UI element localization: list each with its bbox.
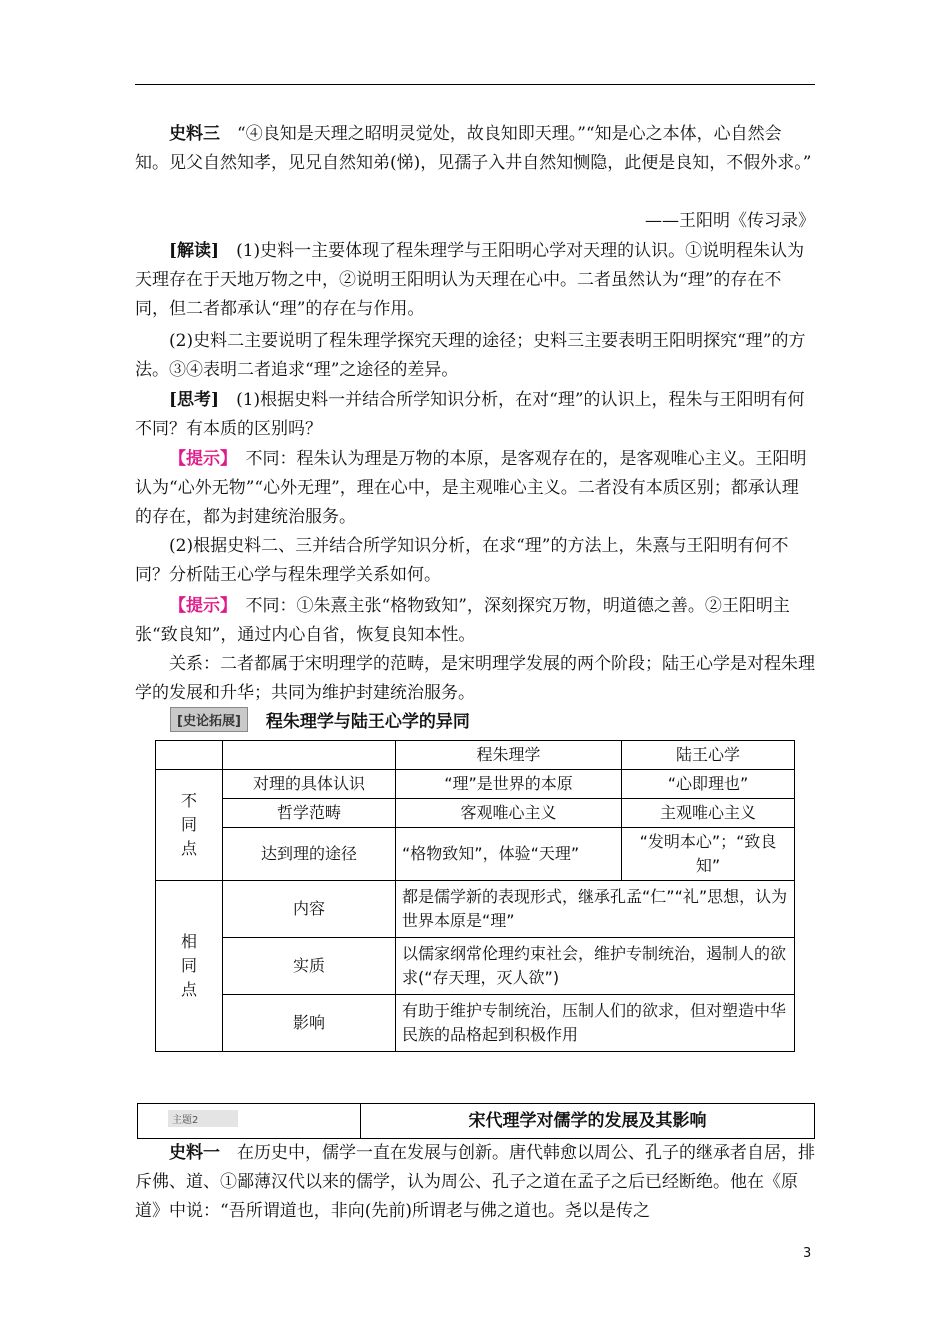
hint-answer-1-text: 不同：程朱认为理是万物的本原，是客观存在的，是客观唯心主义。王阳明认为“心外无物”“心外无理”，理在心中，是主观唯心主义。二者没有本质区别；都承认理的存在，都为封建统治服务。 [135, 449, 807, 527]
extension-heading [170, 706, 470, 732]
table-header-row [156, 741, 795, 770]
table-cell: “理”是世界的本原 [396, 770, 622, 799]
table-row-key: 对理的具体认识 [223, 770, 396, 799]
table-row [156, 770, 795, 799]
source-three-paragraph [135, 120, 815, 178]
source-three-citation: ——王阳明《传习录》 [645, 211, 815, 231]
interpretation-label: [解读] [169, 241, 220, 261]
topic-badge: 主题2 [168, 1110, 238, 1127]
source-one-label: 史料一 [169, 1143, 220, 1163]
table-row [156, 828, 795, 881]
table-header-lu-wang: 陆王心学 [622, 741, 795, 770]
table-row-key: 实质 [223, 938, 396, 995]
interpretation-paragraph-2: (2)史料二主要说明了程朱理学探究天理的途径；史料三主要表明王阳明探究“理”的方法。③④表明二者追求“理”之途径的差异。 [135, 331, 806, 380]
table-row-key: 哲学范畴 [223, 799, 396, 828]
table-cell: “心即理也” [622, 770, 795, 799]
table-header-cheng-zhu: 程朱理学 [396, 741, 622, 770]
thinking-label: [思考] [169, 390, 220, 410]
topic-banner [137, 1103, 815, 1139]
table-corner-cell [156, 741, 223, 770]
table-cell: “发明本心”；“致良知” [622, 828, 795, 881]
relationship-paragraph: 关系：二者都属于宋明理学的范畴，是宋明理学发展的两个阶段；陆王心学是对程朱理学的发展和升华；共同为维护封建统治服务。 [135, 654, 815, 703]
source-one-text: 在历史中，儒学一直在发展与创新。唐代韩愈以周公、孔子的继承者自居，排斥佛、道、①鄙薄汉代以来的儒学，认为周公、孔子之道在孟子之后已经断绝。他在《原道》中说：“吾所谓道也，非向(先前)所谓老与佛之道也。尧以是传之 [135, 1143, 815, 1221]
hint-answer-2-text: 不同：①朱熹主张“格物致知”，深刻探究万物，明道德之善。②王阳明主张“致良知”，通过内心自省，恢复良知本性。 [135, 596, 790, 645]
table-cell: 有助于维护专制统治，压制人们的欲求，但对塑造中华民族的品格起到积极作用 [396, 995, 795, 1052]
table-row [156, 938, 795, 995]
extension-tag: [史论拓展] [170, 707, 248, 732]
table-cell: 客观唯心主义 [396, 799, 622, 828]
differences-label: 不 同 点 [156, 770, 223, 881]
page-number: 3 [803, 1246, 812, 1261]
table-cell: 都是儒学新的表现形式，继承孔孟“仁”“礼”思想，认为世界本原是“理” [396, 881, 795, 938]
hint-answer-2 [135, 592, 815, 650]
table-row [156, 799, 795, 828]
table-row [156, 995, 795, 1052]
extension-title: 程朱理学与陆王心学的异同 [265, 711, 470, 732]
hint-answer-1 [135, 445, 815, 532]
topic-badge-area [138, 1104, 361, 1138]
table-cell: “格物致知”，体验“天理” [396, 828, 622, 881]
hint-label-2: 【提示】 [169, 596, 229, 616]
thinking-question-2: (2)根据史料二、三并结合所学知识分析，在求“理”的方法上，朱熹与王阳明有何不同？分析陆王心学与程朱理学关系如何。 [135, 536, 789, 585]
table-row-key: 影响 [223, 995, 396, 1052]
table-row [156, 881, 795, 938]
similarities-label: 相 同 点 [156, 881, 223, 1052]
hint-label-1: 【提示】 [169, 449, 229, 469]
interpretation-text-1: (1)史料一主要体现了程朱理学与王阳明心学对天理的认识。①说明程朱认为天理存在于天地万物之中，②说明王阳明认为天理在心中。二者虽然认为“理”的存在不同，但二者都承认“理”的存在与作用。 [135, 241, 805, 319]
interpretation-paragraph-1 [135, 237, 815, 324]
source-three-text: “④良知是天理之昭明灵觉处，故良知即天理。”“知是心之本体，心自然会知。见父自然知孝，见兄自然知弟(悌)，见孺子入井自然知恻隐，此便是良知，不假外求。” [135, 124, 812, 173]
comparison-table [155, 740, 795, 1052]
topic-title: 宋代理学对儒学的发展及其影响 [468, 1111, 707, 1131]
table-cell: 主观唯心主义 [622, 799, 795, 828]
table-corner-cell [223, 741, 396, 770]
table-row-key: 内容 [223, 881, 396, 938]
thinking-question-1 [135, 386, 815, 444]
source-one-paragraph [135, 1139, 815, 1226]
table-row-key: 达到理的途径 [223, 828, 396, 881]
table-cell: 以儒家纲常伦理约束社会，维护专制统治，遏制人的欲求(“存天理，灭人欲”) [396, 938, 795, 995]
header-rule [135, 84, 815, 85]
source-three-label: 史料三 [169, 124, 220, 144]
thinking-question-1-text: (1)根据史料一并结合所学知识分析，在对“理”的认识上，程朱与王阳明有何不同？有本质的区别吗？ [135, 390, 805, 439]
